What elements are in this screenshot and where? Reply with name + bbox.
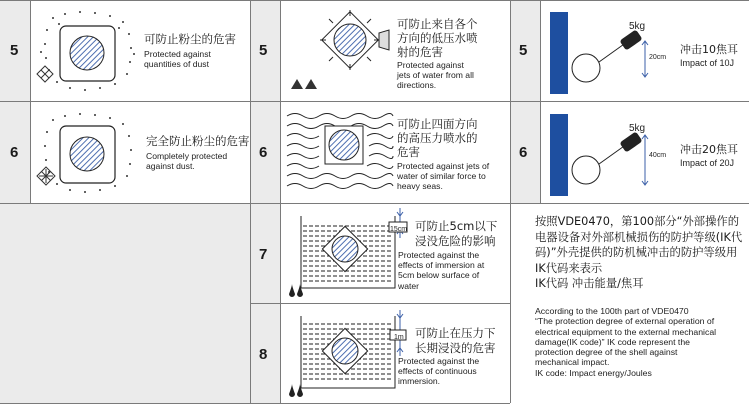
dust-protection-icon <box>35 4 135 99</box>
immersion-8-en: Protected against the effects of continuous immersion. <box>398 356 480 387</box>
immersion-8-depth: 1m <box>394 334 404 341</box>
water-level-8: 8 <box>259 346 268 363</box>
water-5-en: Protected against jets of water from all directions. <box>397 60 474 91</box>
water-jet-icon <box>283 5 393 100</box>
dust-level-5: 5 <box>10 42 19 59</box>
immersion-15cm-icon <box>283 206 413 301</box>
impact-test-icon-10j <box>545 4 645 99</box>
water-level-5: 5 <box>259 42 268 59</box>
water-level-6: 6 <box>259 144 268 161</box>
immersion-7-zh: 可防止5cm以下 浸没危险的影响 <box>415 219 498 248</box>
water-level-7: 7 <box>259 246 268 263</box>
ik-code-note-en: According to the 100th part of VDE0470 “The protection degree of external operation of electrical equipment to the external mechanical damage(IK code)” IK code represent the protection degree of the shell against mechanical impact. IK code: Impact energy/Joules <box>535 306 717 378</box>
immersion-7-en: Protected against the effects of immersion at 5cm below surface of water <box>398 250 485 291</box>
impact-6-en: Impact of 20J <box>680 158 735 168</box>
impact-6-weight: 5kg <box>629 123 646 134</box>
impact-5-en: Impact of 10J <box>680 58 735 68</box>
water-5-zh: 可防止来自各个 方向的低压水喷 射的危害 <box>397 17 478 59</box>
dust-6-zh: 完全防止粉尘的危害 <box>146 134 250 148</box>
impact-5-zh: 冲击10焦耳 <box>680 43 738 56</box>
dust-level-6: 6 <box>10 144 19 161</box>
impact-6-zh: 冲击20焦耳 <box>680 143 738 156</box>
dust-5-en: Protected against quantities of dust <box>144 49 211 70</box>
impact-test-icon-20j <box>545 106 645 201</box>
ik-code-note-zh: 按照VDE0470，第100部分“外部操作的 电器设备对外部机械损伤的防护等级(IK代 码)”外壳提供的防机械冲击的防护等级用 IK代码来表示 IK代码 冲击能量/焦耳 <box>535 215 743 290</box>
immersion-8-zh: 可防止在压力下 长期浸没的危害 <box>415 326 496 355</box>
heavy-seas-icon <box>285 106 395 201</box>
water-6-zh: 可防止四面方向 的高压力喷水的 危害 <box>397 117 478 159</box>
impact-level-5: 5 <box>519 42 528 59</box>
dust-6-en: Completely protected against dust. <box>146 151 228 172</box>
water-6-en: Protected against jets of water of similar force to heavy seas. <box>397 161 490 192</box>
dust-tight-icon <box>35 106 135 201</box>
dust-5-zh: 可防止粉尘的危害 <box>144 32 236 46</box>
continuous-immersion-icon <box>283 306 413 401</box>
impact-level-6: 6 <box>519 144 528 161</box>
impact-6-height: 40cm <box>649 152 667 159</box>
immersion-7-depth: 15cm <box>390 226 408 233</box>
impact-5-height: 20cm <box>649 54 667 61</box>
impact-5-weight: 5kg <box>629 21 646 32</box>
